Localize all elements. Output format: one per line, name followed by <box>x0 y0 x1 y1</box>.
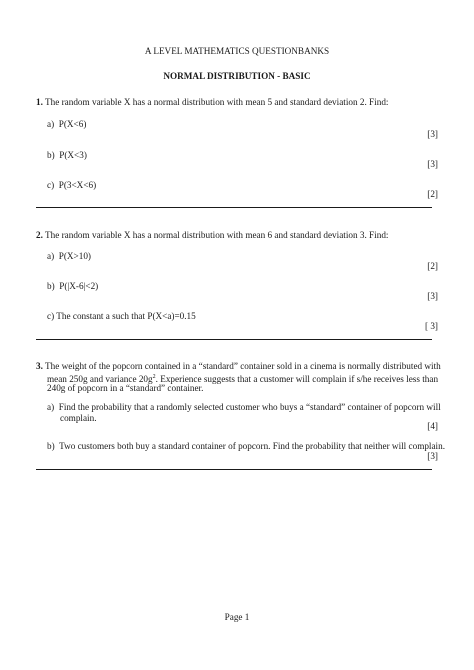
part-label: b) <box>47 281 55 291</box>
question-1b-marks: [3] <box>427 159 438 169</box>
part-label: b) <box>47 441 55 451</box>
part-text: P(X<6) <box>58 119 87 129</box>
stem-text: mean 250g and variance 20g <box>47 374 153 385</box>
question-2-number: 2. <box>36 230 43 240</box>
question-3a-line-2: complain. <box>60 413 97 423</box>
question-2b-marks: [3] <box>427 291 438 301</box>
part-label: a) <box>47 119 55 129</box>
question-2a <box>47 251 91 262</box>
part-label: c) <box>47 180 55 190</box>
part-label: a) <box>47 402 55 412</box>
superscript: 2 <box>152 374 156 380</box>
document-title: A LEVEL MATHEMATICS QUESTIONBANKS <box>144 46 330 56</box>
document-subtitle: NORMAL DISTRIBUTION - BASIC <box>163 71 311 81</box>
question-1a <box>47 119 86 130</box>
question-1-text: The random variable X has a normal distribution with mean 5 and standard deviation 2. Find: <box>45 97 389 107</box>
question-2-stem <box>36 230 388 241</box>
question-2c-marks: [ 3] <box>424 321 438 331</box>
question-1a-marks: [3] <box>427 129 438 139</box>
question-1c-marks: [2] <box>427 189 438 199</box>
question-2a-marks: [2] <box>427 261 438 271</box>
part-text: P(X<3) <box>59 150 87 160</box>
question-3b <box>47 441 445 452</box>
question-3a-marks: [4] <box>427 421 438 431</box>
question-3-number: 3. <box>36 361 43 371</box>
part-label: a) <box>47 251 55 261</box>
question-3b-marks: [3] <box>427 451 438 461</box>
part-text: The constant a such that P(X<a)=0.15 <box>56 311 196 321</box>
part-text: P(3<X<6) <box>58 180 97 190</box>
question-separator <box>36 469 432 470</box>
part-text: Two customers both buy a standard container of popcorn. Find the probability that neither will complain. <box>59 441 446 451</box>
question-1-stem <box>36 97 388 108</box>
part-label: c) <box>47 311 55 321</box>
question-1c <box>47 180 96 191</box>
question-3-text: The weight of the popcorn contained in a “standard” container sold in a cinema is normally distributed with <box>45 361 441 371</box>
question-2-text: The random variable X has a normal distribution with mean 6 and standard deviation 3. Find: <box>45 230 389 240</box>
question-1-number: 1. <box>36 97 43 107</box>
part-label: b) <box>47 150 55 160</box>
question-separator <box>36 207 432 208</box>
question-3-stem-line-3: 240g of popcorn in a “standard” container. <box>47 383 204 393</box>
part-text: P(X>10) <box>58 251 91 261</box>
page-number: Page 1 <box>224 612 250 622</box>
question-2b <box>47 281 98 292</box>
question-2c <box>47 311 196 322</box>
stem-text: . Experience suggests that a customer will complain if s/he receives less than <box>155 374 439 385</box>
question-3a-line-1 <box>47 402 441 413</box>
question-1b <box>47 150 87 161</box>
part-text: P(|X-6|<2) <box>59 281 99 291</box>
part-text: Find the probability that a randomly selected customer who buys a “standard” container of popcorn will <box>58 402 441 412</box>
question-3-stem-line-1 <box>36 361 441 372</box>
question-separator <box>36 339 432 340</box>
